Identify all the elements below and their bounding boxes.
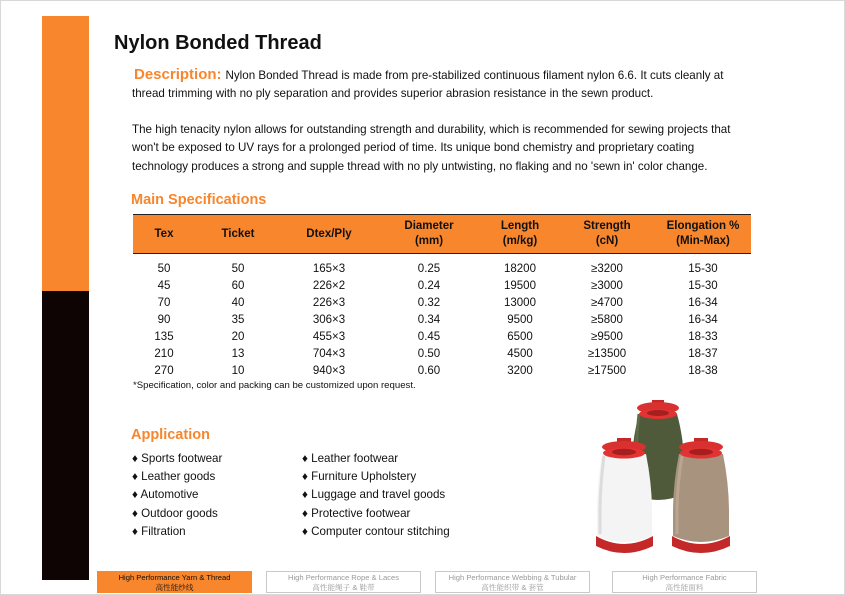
list-item: ♦ Computer contour stitching [302, 524, 450, 538]
specs-header-text: Tex [154, 227, 174, 240]
specs-header-text: (Min-Max) [676, 235, 730, 247]
table-cell: 135 [154, 331, 174, 343]
table-cell: 0.60 [417, 365, 441, 377]
table-cell: 50 [231, 263, 245, 276]
table-row [133, 312, 751, 329]
application-list-right [302, 450, 450, 541]
table-cell: ≥3200 [591, 263, 623, 276]
table-cell: 50 [157, 263, 171, 276]
footer-tab-label: High Performance Rope & Laces [287, 573, 399, 582]
footer-tab[interactable] [97, 571, 252, 593]
table-row [133, 254, 751, 278]
table-cell: 70 [157, 297, 171, 309]
table-cell: 18-38 [688, 365, 718, 377]
table-cell: 226×2 [312, 280, 346, 292]
table-cell: 13 [231, 348, 245, 360]
table-row [133, 329, 751, 346]
specs-header-text: Ticket [221, 227, 255, 240]
footer-tab-label: High Performance Fabric [642, 573, 727, 582]
specs-header-cell [281, 215, 377, 254]
table-cell: 4500 [507, 348, 533, 360]
table-cell: 18-33 [688, 331, 718, 343]
table-cell: 455×3 [312, 331, 346, 343]
list-item: ♦ Leather goods [132, 470, 216, 484]
table-cell: 35 [231, 314, 245, 326]
list-item: ♦ Automotive [132, 488, 199, 502]
table-cell: 20 [231, 331, 245, 343]
table-cell: ≥5800 [591, 314, 623, 326]
footer-tab-label: High Performance Webbing & Tubular [448, 573, 577, 582]
specs-header-text: (cN) [595, 235, 619, 247]
application-title: Application [131, 427, 210, 443]
specs-header-cell [377, 215, 481, 254]
footer-tab-label-cn: 高性能绳子 & 鞋带 [312, 582, 375, 592]
tan-thread-spool [672, 438, 730, 553]
table-row [133, 346, 751, 363]
sidebar-accent-bar [42, 16, 89, 291]
list-item: ♦ Luggage and travel goods [302, 488, 446, 502]
specs-header-text: Dtex/Ply [306, 227, 352, 240]
table-cell: 0.32 [417, 297, 441, 309]
table-cell: ≥4700 [591, 297, 623, 309]
table-cell: ≥9500 [591, 331, 623, 343]
table-cell: ≥3000 [591, 280, 623, 292]
specs-header-text: Length [500, 220, 540, 232]
specs-table [133, 214, 751, 380]
table-cell: 226×3 [312, 297, 346, 309]
table-cell: 13000 [504, 297, 536, 309]
sidebar-dark-bar [42, 291, 89, 580]
list-item: ♦ Filtration [132, 524, 186, 538]
table-row [133, 295, 751, 312]
specs-note: *Specification, color and packing can be customized upon request. [133, 380, 416, 391]
table-row [133, 363, 751, 380]
table-cell: 0.25 [417, 263, 441, 276]
specs-header-cell [195, 215, 281, 254]
table-cell: 6500 [507, 331, 533, 343]
description-label: Description: [134, 66, 222, 83]
page-title: Nylon Bonded Thread [114, 32, 322, 54]
list-item: ♦ Furniture Upholstery [302, 470, 417, 484]
table-cell: 10 [231, 365, 245, 377]
specs-header-cell [133, 215, 195, 254]
table-cell: 165×3 [312, 263, 346, 276]
specs-title: Main Specifications [131, 192, 267, 208]
table-cell: 0.24 [417, 280, 441, 292]
table-cell: 16-34 [688, 297, 718, 309]
specs-header-text: Elongation % [666, 220, 740, 232]
table-cell: ≥13500 [587, 348, 627, 360]
table-cell: 90 [157, 314, 171, 326]
table-cell: 0.45 [417, 331, 441, 343]
table-cell: 15-30 [688, 263, 718, 276]
footer-tab-label: High Performance Yarn & Thread [118, 573, 231, 582]
table-cell: 18-37 [688, 348, 718, 360]
specs-header-cell [655, 215, 751, 254]
table-cell: 704×3 [312, 348, 346, 360]
table-cell: 306×3 [312, 314, 346, 326]
footer-tab-label-cn: 高性能面料 [665, 582, 704, 592]
table-cell: 210 [154, 348, 174, 360]
specs-header-cell [559, 215, 655, 254]
specs-table-header-row [133, 215, 751, 254]
specs-header-cell [481, 215, 559, 254]
list-item: ♦ Sports footwear [132, 452, 223, 465]
table-cell: 15-30 [688, 280, 718, 292]
table-cell: 9500 [507, 314, 533, 326]
list-item: ♦ Protective footwear [302, 506, 411, 520]
footer-tab-label-cn: 高性能织带 & 套管 [481, 582, 544, 592]
list-item: ♦ Leather footwear [302, 452, 399, 465]
specs-header-text: Strength [583, 220, 631, 232]
thread-spools-image [592, 394, 740, 562]
specs-header-text: Diameter [404, 220, 454, 232]
application-list-left [132, 450, 222, 541]
table-cell: 0.50 [417, 348, 441, 360]
description-paragraph-2: The high tenacity nylon allows for outstanding strength and durability, which is recommended for sewing projects that won't be exposed to UV rays for a prolonged period of time. Its unique bond chemistry and proprietary coating technology produces a strong and supple thread with no ply untwisting, no flaking and no 'sewn in' color change. [132, 123, 731, 173]
table-cell: 16-34 [688, 314, 718, 326]
table-cell: 60 [231, 280, 245, 292]
table-cell: ≥17500 [587, 365, 627, 377]
specs-header-text: (m/kg) [502, 235, 538, 247]
table-cell: 940×3 [312, 365, 346, 377]
list-item: ♦ Outdoor goods [132, 506, 218, 520]
specs-table-body [133, 254, 751, 380]
specs-header-text: (mm) [414, 235, 444, 247]
description-paragraph-1 [132, 66, 752, 104]
white-thread-spool [596, 438, 653, 553]
footer-tab[interactable] [435, 571, 590, 593]
footer-tab[interactable] [612, 571, 757, 593]
table-cell: 0.34 [417, 314, 441, 326]
table-cell: 3200 [507, 365, 533, 377]
description-text-1: Nylon Bonded Thread is made from pre-stabilized continuous filament nylon 6.6. It cuts cleanly at thread trimming with no ply separation and provides superior abrasion resistance in the sewn product. [132, 69, 724, 101]
footer-tab[interactable] [266, 571, 421, 593]
table-cell: 45 [157, 280, 171, 292]
table-cell: 40 [231, 297, 245, 309]
table-cell: 18200 [504, 263, 536, 276]
table-row [133, 278, 751, 295]
table-cell: 19500 [504, 280, 536, 292]
table-cell: 270 [154, 365, 174, 377]
footer-tab-label-cn: 高性能纱线 [155, 582, 194, 592]
